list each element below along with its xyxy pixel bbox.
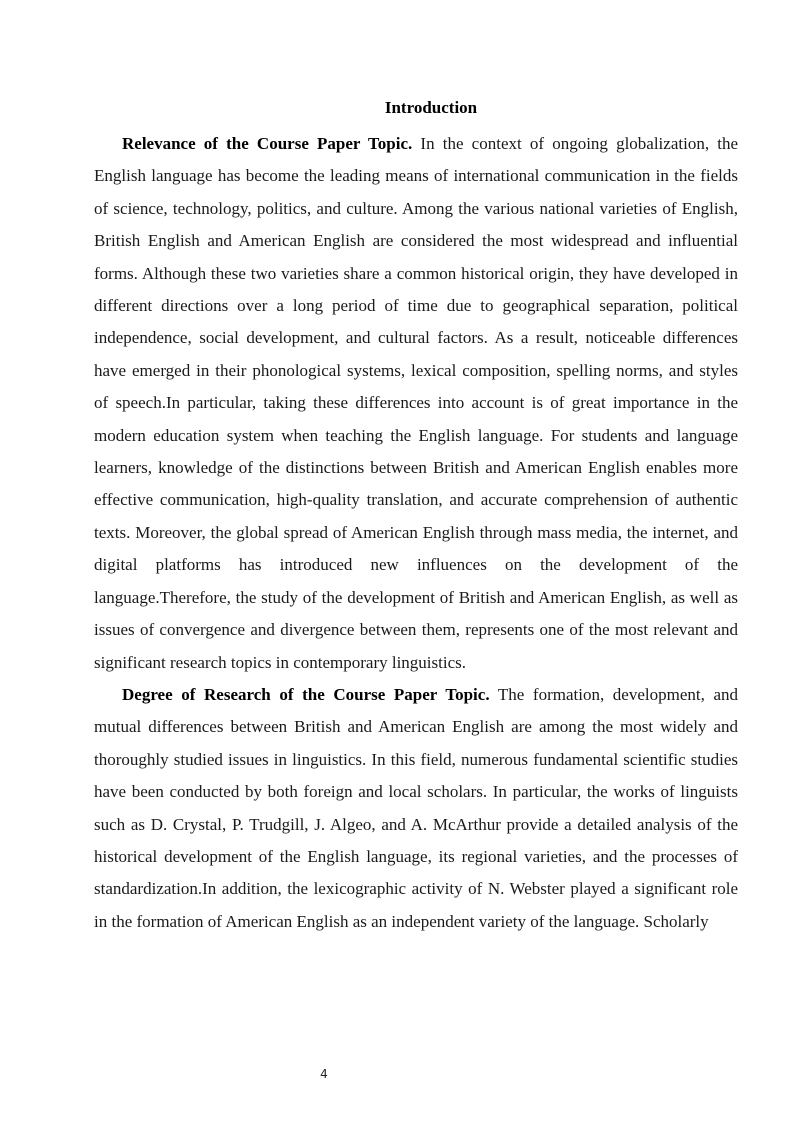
body-text — [94, 128, 738, 938]
paragraph-text-relevance: In the context of ongoing globalization, the English language has become the leading means of international communication in the fields of science, technology, politics, and culture. Among the various national varieties of English, British English and American English are considered the most widespread and influential forms. Although these two varieties share a common historical origin, they have developed in different directions over a long period of time due to geographical separation, political independence, social development, and cultural factors. As a result, noticeable differences have emerged in their phonological systems, lexical composition, spelling norms, and styles of speech.In particular, taking these differences into account is of great importance in the modern education system when teaching the English language. For students and language learners, knowledge of the distinctions between British and American English enables more effective communication, high-quality translation, and accurate comprehension of authentic texts. Moreover, the global spread of American English through mass media, the internet, and digital platforms has introduced new influences on the development of the language.Therefore, the study of the development of British and American English, as well as issues of convergence and divergence between them, represents one of the most relevant and significant research topics in contemporary linguistics. — [94, 134, 738, 672]
section-title: Introduction — [384, 98, 478, 117]
paragraph-relevance — [94, 128, 738, 679]
paragraph-lead-relevance: Relevance of the Course Paper Topic. — [122, 134, 413, 153]
paragraph-text-degree-of-research: The formation, development, and mutual differences between British and American English are among the most widely and thoroughly studied issues in linguistics. In this field, numerous fundamental scientific studies have been conducted by both foreign and local scholars. In particular, the works of linguists such as D. Crystal, P. Trudgill, J. Algeo, and A. McArthur provide a detailed analysis of the historical development of the English language, its regional varieties, and the processes of standardization.In addition, the lexicographic activity of N. Webster played a significant role in the formation of American English as an independent variety of the language. Scholarly — [94, 684, 738, 931]
page-number: 4 — [320, 1067, 328, 1081]
paragraph-degree-of-research — [94, 679, 738, 938]
paragraph-lead-degree-of-research: Degree of Research of the Course Paper Topic. — [122, 684, 490, 704]
